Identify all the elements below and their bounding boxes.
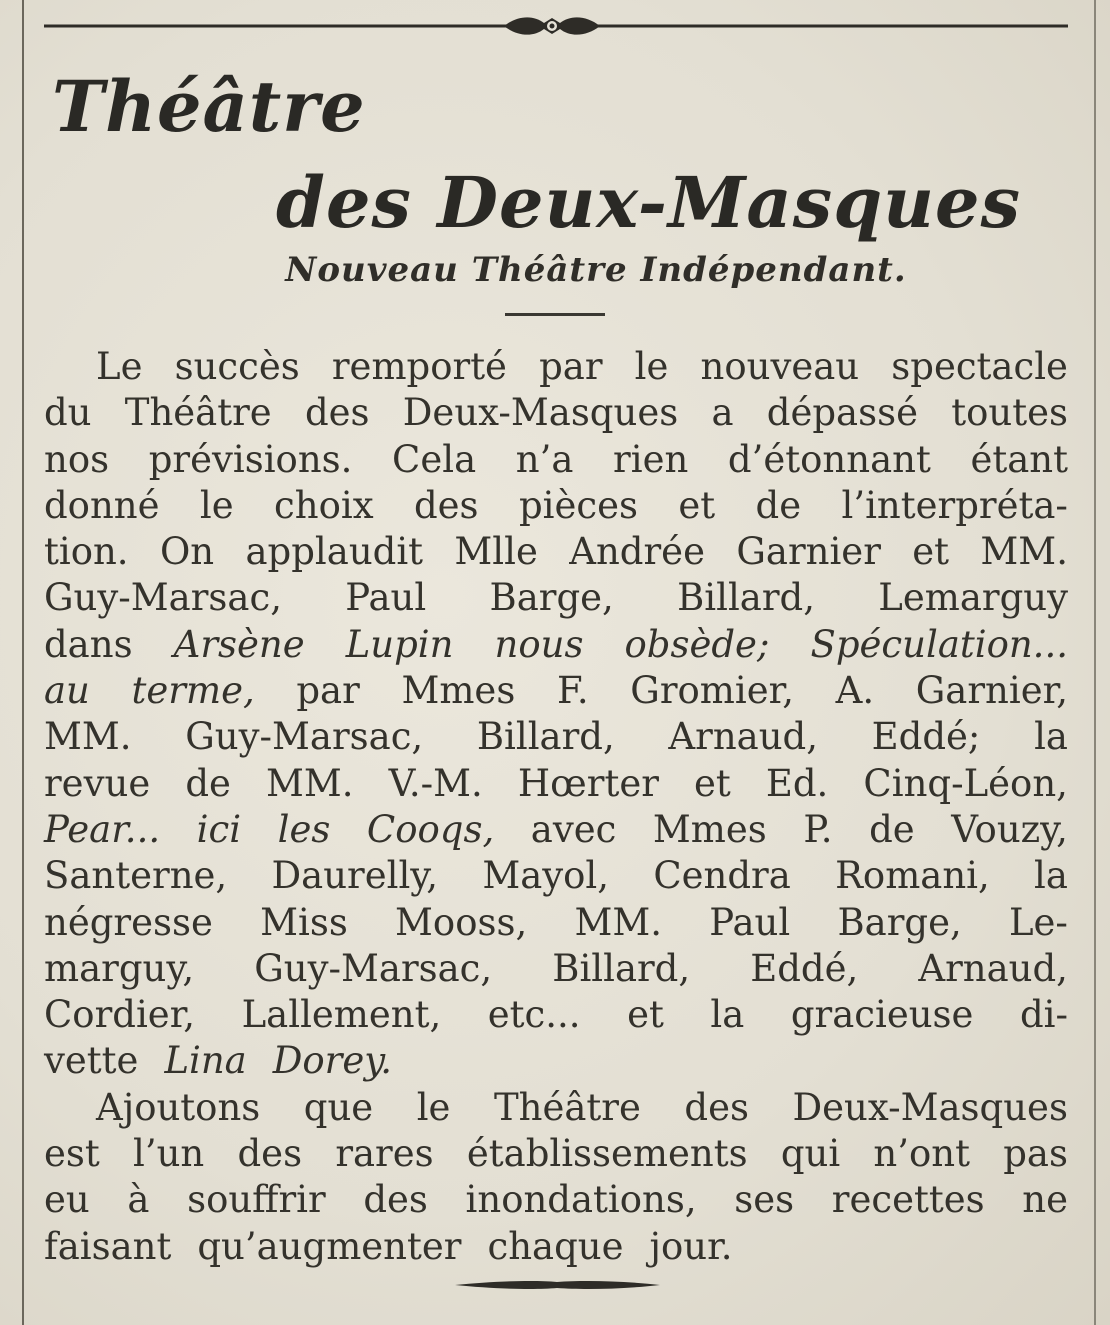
word: Lemarguy: [878, 576, 1068, 620]
word: faisant: [44, 1224, 172, 1268]
word: des: [237, 1132, 303, 1176]
word: et: [627, 993, 664, 1037]
word: Romani,: [835, 854, 990, 898]
word: applaudit: [245, 530, 424, 574]
word: di-: [1019, 993, 1068, 1037]
column-rule-right: [1094, 0, 1096, 1325]
word: le: [416, 1085, 451, 1129]
word: Vouzy,: [951, 807, 1068, 851]
word: à: [127, 1178, 150, 1222]
text-line: [44, 437, 1068, 483]
word: Guy-Marsac,: [254, 946, 493, 990]
word: Andrée: [569, 530, 705, 574]
text-line: [44, 529, 1068, 575]
word: Guy-Marsac,: [185, 715, 424, 759]
word: Daurelly,: [271, 854, 439, 898]
text-line: [44, 1177, 1068, 1223]
word: Mmes: [401, 669, 516, 713]
word: Spéculation...: [810, 622, 1068, 666]
word: le: [199, 483, 234, 527]
word: et: [694, 761, 731, 805]
word: Ed.: [765, 761, 829, 805]
text-line: [44, 390, 1068, 436]
word: Deux-Masques: [792, 1085, 1068, 1129]
word: Cela: [392, 437, 477, 481]
text-line: [44, 1224, 1068, 1270]
word: la: [1034, 854, 1068, 898]
word: Guy-Marsac,: [44, 576, 282, 620]
word: V.-M.: [388, 761, 483, 805]
word: Lallement,: [241, 993, 442, 1037]
word: MM.: [44, 715, 132, 759]
word: ne: [1022, 1178, 1068, 1222]
word: Cinq-Léon,: [863, 761, 1068, 805]
text-line: [44, 807, 1068, 853]
word: Billard,: [677, 576, 815, 620]
word: n’a: [515, 437, 574, 481]
word: des: [363, 1178, 428, 1222]
word: du: [44, 391, 92, 435]
word: l’interpréta-: [841, 483, 1068, 527]
word: Cendra: [653, 854, 791, 898]
bottom-ornamental-rule: [455, 1278, 660, 1292]
word: a: [711, 391, 734, 435]
word: le: [634, 345, 669, 388]
text-line: [44, 1085, 1068, 1131]
word: Mlle: [454, 530, 538, 574]
word: par: [296, 669, 360, 713]
text-line: [44, 992, 1068, 1038]
text-line: [44, 668, 1068, 714]
word: jour.: [649, 1224, 733, 1268]
word: et: [912, 530, 950, 574]
headline-line-2: des Deux-Masques: [276, 161, 1021, 244]
word: la: [1034, 715, 1068, 759]
word: Garnier: [736, 530, 881, 574]
text-line: [44, 853, 1068, 899]
word: marguy,: [44, 946, 195, 990]
word: avec: [530, 807, 617, 851]
word: eu: [44, 1178, 90, 1222]
text-line: [44, 761, 1068, 807]
word: recettes: [831, 1178, 985, 1222]
word: des: [684, 1085, 749, 1129]
word: Eddé;: [871, 715, 981, 759]
word: Miss: [260, 900, 348, 944]
word: Mmes: [652, 807, 767, 851]
word: Dorey.: [272, 1039, 393, 1083]
subheadline: Nouveau Théâtre Indépendant.: [285, 250, 907, 290]
article-body: [44, 344, 1068, 1270]
word: Garnier,: [915, 669, 1068, 713]
word: remporté: [331, 345, 507, 388]
word: inondations,: [465, 1178, 697, 1222]
word: MM.: [266, 761, 354, 805]
word: nouveau: [700, 345, 860, 388]
word: Théâtre: [124, 391, 272, 435]
word: par: [539, 345, 603, 388]
word: que: [303, 1085, 374, 1129]
word: Arnaud,: [668, 715, 818, 759]
word: Paul: [709, 900, 791, 944]
word: Barge,: [837, 900, 962, 944]
word: de: [755, 483, 802, 527]
word: Billard,: [552, 946, 691, 990]
word: Ajoutons: [96, 1085, 261, 1129]
word: établissements: [466, 1132, 748, 1176]
word: tion.: [44, 530, 129, 574]
word: Gromier,: [630, 669, 794, 713]
word: Eddé,: [750, 946, 859, 990]
word: Billard,: [476, 715, 615, 759]
word: Santerne,: [44, 854, 228, 898]
word: d’étonnant: [727, 437, 931, 481]
word: terme,: [131, 669, 255, 713]
text-line: [44, 1038, 1068, 1084]
word: Hœrter: [517, 761, 659, 805]
text-line: [44, 344, 1068, 390]
word: toutes: [951, 391, 1068, 435]
word: obsède;: [624, 622, 770, 666]
word: Lupin: [345, 622, 454, 666]
word: revue: [44, 761, 151, 805]
word: pièces: [518, 483, 638, 527]
word: l’un: [133, 1132, 205, 1176]
word: vette: [44, 1039, 139, 1083]
paragraph-1: [44, 344, 1068, 1085]
word: qu’augmenter: [197, 1224, 462, 1268]
text-line: [44, 714, 1068, 760]
word: Mooss,: [395, 900, 528, 944]
word: ici: [196, 807, 242, 851]
word: Lina: [164, 1039, 247, 1083]
word: A.: [835, 669, 875, 713]
word: Cooqs,: [366, 807, 495, 851]
word: au: [44, 669, 90, 713]
word: F.: [556, 669, 589, 713]
word: MM.: [574, 900, 663, 944]
word: nos: [44, 437, 110, 481]
word: dans: [44, 622, 133, 666]
word: etc...: [487, 993, 581, 1037]
word: spectacle: [891, 345, 1068, 388]
word: chaque: [487, 1224, 624, 1268]
word: des: [413, 483, 479, 527]
word: choix: [274, 483, 374, 527]
text-line: [44, 1131, 1068, 1177]
word: ses: [734, 1178, 795, 1222]
top-ornamental-rule: [44, 14, 1068, 38]
word: Paul: [345, 576, 427, 620]
text-line: [44, 575, 1068, 621]
word: donné: [44, 483, 160, 527]
word: Le-: [1008, 900, 1068, 944]
word: succès: [174, 345, 300, 388]
word: rares: [335, 1132, 434, 1176]
word: de: [185, 761, 231, 805]
word: Barge,: [489, 576, 614, 620]
word: Le: [96, 345, 143, 388]
word: qui: [780, 1132, 841, 1176]
word: gracieuse: [790, 993, 974, 1037]
word: de: [869, 807, 915, 851]
word: étant: [970, 437, 1068, 481]
word: est: [44, 1132, 100, 1176]
word: les: [277, 807, 331, 851]
word: Deux-Masques: [402, 391, 679, 435]
word: Pear...: [44, 807, 161, 851]
word: prévisions.: [148, 437, 353, 481]
word: Cordier,: [44, 993, 196, 1037]
word: des: [304, 391, 370, 435]
word: Arnaud,: [918, 946, 1068, 990]
word: On: [159, 530, 215, 574]
word: Arsène: [173, 622, 305, 666]
word: rien: [613, 437, 689, 481]
paragraph-2: [44, 1085, 1068, 1270]
word: souffrir: [187, 1178, 326, 1222]
word: Théâtre: [493, 1085, 641, 1129]
word: la: [710, 993, 745, 1037]
word: nous: [494, 622, 584, 666]
word: MM.: [980, 530, 1068, 574]
text-line: [44, 946, 1068, 992]
headline-line-1: Théâtre: [52, 65, 366, 148]
text-line: [44, 622, 1068, 668]
separator-rule: [505, 313, 605, 316]
word: n’ont: [873, 1132, 970, 1176]
word: Mayol,: [482, 854, 610, 898]
text-line: [44, 900, 1068, 946]
word: et: [678, 483, 716, 527]
word: P.: [803, 807, 833, 851]
word: négresse: [44, 900, 213, 944]
text-line: [44, 483, 1068, 529]
column-rule-left: [22, 0, 24, 1325]
word: dépassé: [766, 391, 918, 435]
word: pas: [1003, 1132, 1068, 1176]
